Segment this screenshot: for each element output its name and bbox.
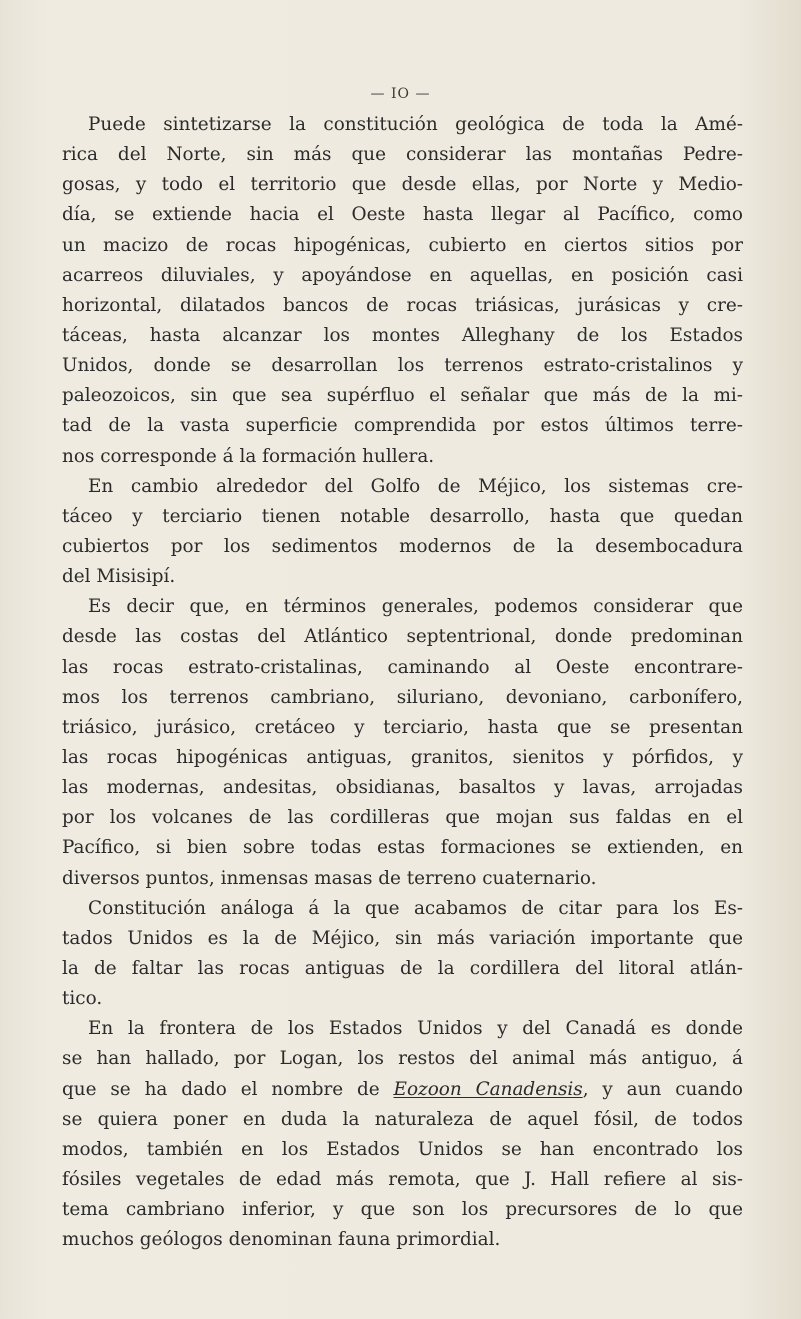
text-line: tico.: [62, 988, 103, 1010]
text-line: horizontal, dilatados bancos de rocas triásicas, jurásicas y cre-: [62, 294, 743, 316]
text-line: Constitución análoga á la que acabamos de citar para los Es-: [88, 897, 743, 919]
text-line: muchos geólogos denominan fauna primordial.: [62, 1229, 501, 1251]
page-number: — IO —: [370, 86, 431, 102]
text-line: desde las costas del Atlántico septentrional, donde predominan: [62, 626, 743, 648]
text-line: la de faltar las rocas antiguas de la cordillera del litoral atlán-: [62, 957, 743, 979]
species-name: Eozoon Canadensis: [393, 1078, 583, 1100]
text-line: tad de la vasta superficie comprendida por estos últimos terre-: [62, 415, 743, 437]
text-line-end: , y aun cuando: [582, 1078, 743, 1100]
text-line: tema cambriano inferior, y que son los precursores de lo que: [62, 1199, 743, 1221]
text-line: por los volcanes de las cordilleras que mojan sus faldas en el: [62, 807, 743, 829]
text-line: modos, también en los Estados Unidos se han encontrado los: [62, 1138, 743, 1160]
text-line: táceas, hasta alcanzar los montes Alleghany de los Estados: [62, 324, 743, 346]
text-line: las rocas estrato-cristalinas, caminando al Oeste encontrare-: [62, 656, 743, 678]
text-line: Pacífico, si bien sobre todas estas formaciones se extienden, en: [62, 837, 743, 859]
text-line: las modernas, andesitas, obsidianas, basaltos y lavas, arrojadas: [62, 777, 743, 799]
text-line: del Misisipí.: [62, 566, 176, 588]
text-line-start: que se ha dado el nombre de: [62, 1078, 394, 1100]
text-line: [62, 1075, 743, 1105]
text-line: En la frontera de los Estados Unidos y del Canadá es donde: [88, 1018, 743, 1040]
text-line: nos corresponde á la formación hullera.: [62, 445, 435, 467]
text-line: Puede sintetizarse la constitución geológica de toda la Amé-: [88, 114, 743, 135]
text-line: las rocas hipogénicas antiguas, granitos, sienitos y pórfidos, y: [62, 746, 743, 768]
text-line: gosas, y todo el territorio que desde ellas, por Norte y Medio-: [62, 174, 743, 196]
text-line: día, se extiende hacia el Oeste hasta llegar al Pacífico, como: [62, 204, 743, 226]
text-line: diversos puntos, inmensas masas de terreno cuaternario.: [62, 867, 597, 889]
text-line: se quiera poner en duda la naturaleza de aquel fósil, de todos: [62, 1108, 743, 1130]
body-text: [62, 110, 743, 1255]
text-line: un macizo de rocas hipogénicas, cubierto en ciertos sitios por: [62, 234, 743, 256]
text-line: acarreos diluviales, y apoyándose en aquellas, en posición casi: [62, 264, 743, 286]
text-line: táceo y terciario tienen notable desarrollo, hasta que quedan: [62, 505, 743, 527]
text-line: cubiertos por los sedimentos modernos de la desembocadura: [62, 535, 743, 557]
text-line: se han hallado, por Logan, los restos del animal más antiguo, á: [62, 1048, 743, 1070]
text-line: Unidos, donde se desarrollan los terrenos estrato-cristalinos y: [62, 355, 743, 377]
text-line: mos los terrenos cambriano, siluriano, devoniano, carbonífero,: [62, 686, 743, 708]
text-line: rica del Norte, sin más que considerar las montañas Pedre-: [62, 144, 743, 166]
text-line: En cambio alrededor del Golfo de Méjico, los sistemas cre-: [88, 475, 743, 497]
text-line: Es decir que, en términos generales, podemos considerar que: [88, 596, 743, 618]
text-line: triásico, jurásico, cretáceo y terciario, hasta que se presentan: [62, 716, 743, 738]
text-line: fósiles vegetales de edad más remota, que J. Hall refiere al sis-: [62, 1168, 743, 1190]
text-line: paleozoicos, sin que sea supérfluo el señalar que más de la mi-: [62, 385, 743, 407]
text-line: tados Unidos es la de Méjico, sin más variación importante que: [62, 927, 743, 949]
